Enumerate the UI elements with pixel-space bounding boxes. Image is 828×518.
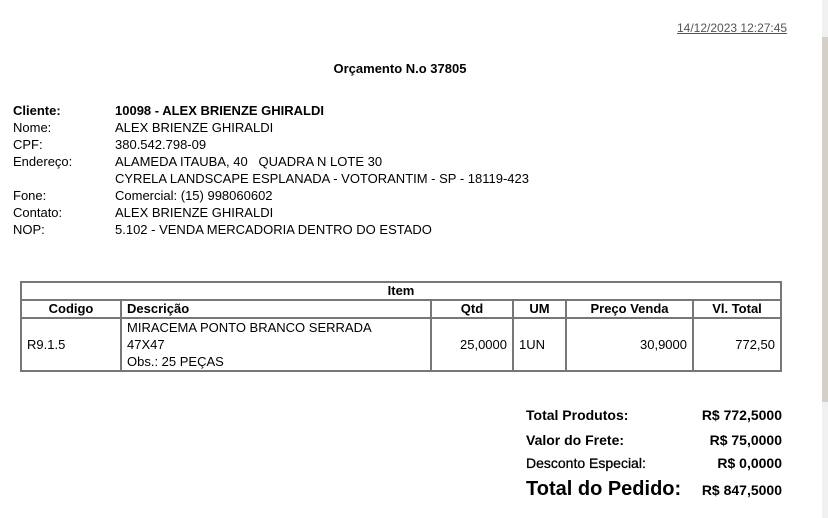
cpf-label: CPF: [13,137,43,152]
page-title: Orçamento N.o 37805 [333,61,467,76]
fone-label: Fone: [13,188,47,203]
cell-preco: 30,9000 [566,318,693,371]
cliente-value: 10098 - ALEX BRIENZE GHIRALDI [115,103,325,118]
valor-frete-value: R$ 75,0000 [709,432,782,448]
cell-descricao [121,318,431,371]
col-qtd: Qtd [431,300,513,318]
nome-value: ALEX BRIENZE GHIRALDI [115,120,274,135]
group-header: Item [21,282,781,300]
nop-label: NOP: [13,222,45,237]
table-row [21,318,781,371]
col-codigo: Codigo [21,300,121,318]
total-produtos [526,407,782,423]
cell-codigo: R9.1.5 [21,318,121,371]
cell-um: 1UN [513,318,566,371]
cpf-value: 380.542.798-09 [115,137,207,152]
descricao-line2: 47X47 [127,337,165,352]
desconto-label: Desconto Especial: [526,455,646,471]
scrollbar-thumb[interactable] [822,37,828,402]
valor-frete-label: Valor do Frete: [526,432,625,448]
desconto-especial [526,455,782,471]
timestamp-link[interactable]: 14/12/2023 12:27:45 [677,21,788,35]
total-pedido-value: R$ 847,5000 [701,482,782,498]
col-preco: Preço Venda [566,300,693,318]
cell-qtd: 25,0000 [431,318,513,371]
endereco-label: Endereço: [13,154,73,169]
endereco-line1: ALAMEDA ITAUBA, 40 QUADRA N LOTE 30 [115,154,383,169]
items-table [20,281,782,372]
nome-label: Nome: [13,120,52,135]
col-total: Vl. Total [693,300,781,318]
fone-value: Comercial: (15) 998060602 [115,188,273,203]
descricao-obs: Obs.: 25 PEÇAS [127,354,224,369]
contato-label: Contato: [13,205,63,220]
desconto-value: R$ 0,0000 [717,455,782,471]
client-info [13,102,529,238]
descricao-line1: MIRACEMA PONTO BRANCO SERRADA [127,320,372,335]
total-pedido-label: Total do Pedido: [526,478,682,500]
total-produtos-label: Total Produtos: [526,407,629,423]
scrollbar[interactable] [822,0,828,518]
contato-value: ALEX BRIENZE GHIRALDI [115,205,274,220]
nop-value: 5.102 - VENDA MERCADORIA DENTRO DO ESTADO [115,222,432,237]
col-um: UM [513,300,566,318]
total-produtos-value: R$ 772,5000 [701,407,782,423]
valor-frete [526,432,782,448]
cell-total: 772,50 [693,318,781,371]
col-descricao: Descrição [121,300,431,318]
endereco-line2: CYRELA LANDSCAPE ESPLANADA - VOTORANTIM - SP - 18119-423 [115,171,529,186]
total-pedido [526,478,782,501]
cliente-label: Cliente: [13,103,61,118]
